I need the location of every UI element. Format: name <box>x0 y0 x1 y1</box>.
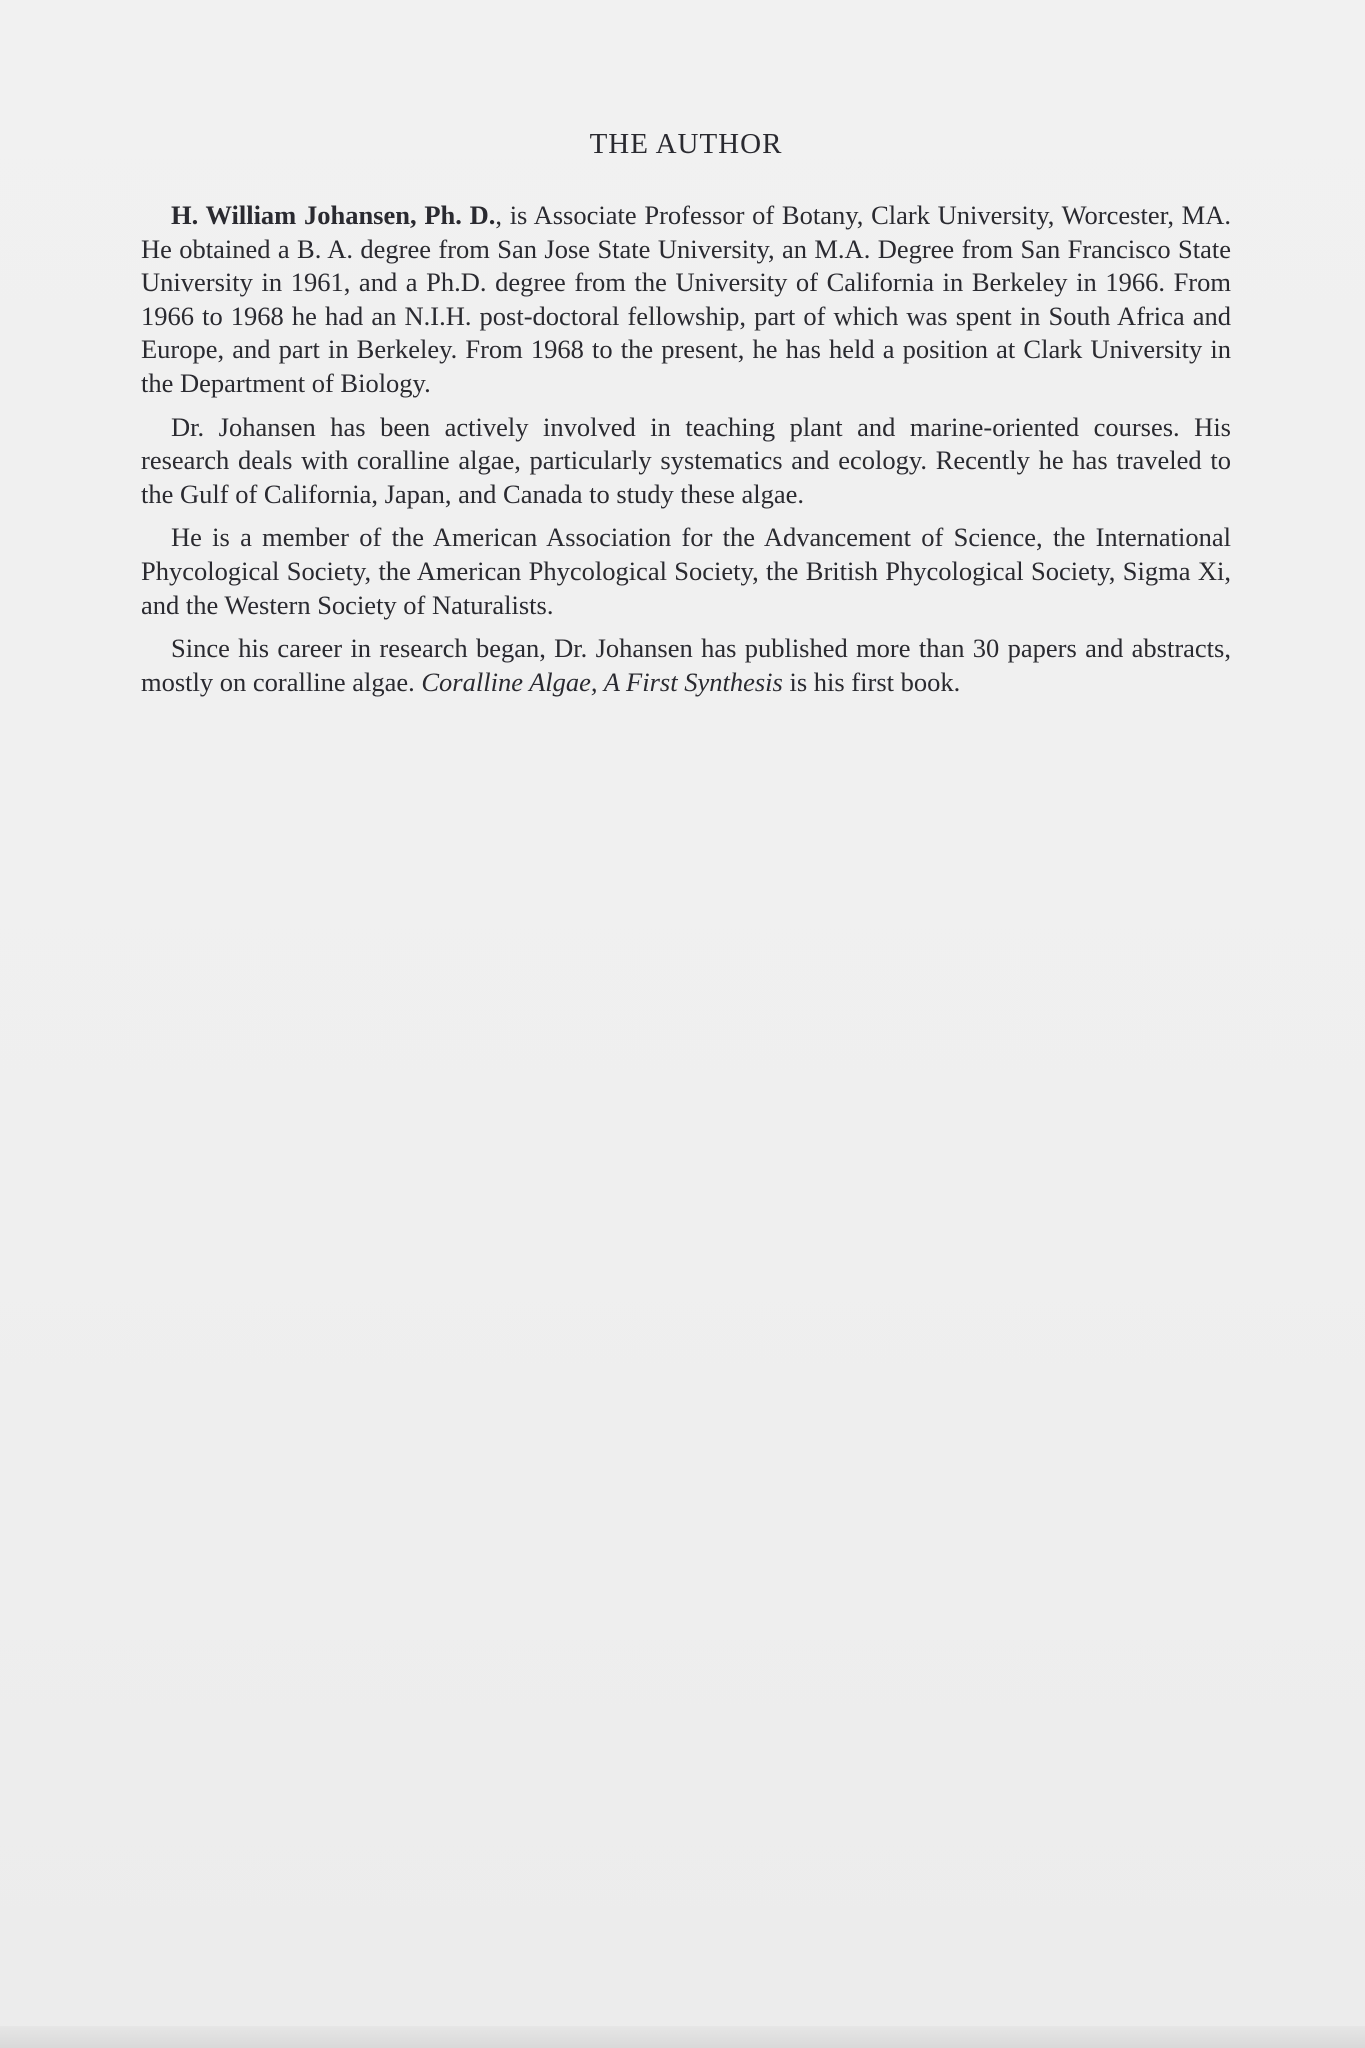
paragraph-research: Dr. Johansen has been actively involved in teaching plant and marine-oriented courses. His research deals with coralline algae, particularly systematics and ecology. Recently he has traveled to the Gulf of California, Japan, and Canada to study these algae. <box>141 411 1231 509</box>
page-title: THE AUTHOR <box>589 128 783 160</box>
paragraph-memberships: He is a member of the American Association for the Advancement of Science, the International Phycological Society, the American Phycological Society, the British Phycological Society, Sigma Xi, and the Western Society of Naturalists. <box>141 522 1231 620</box>
author-section <box>141 128 1231 709</box>
publications-text-end: is his first book. <box>782 666 961 697</box>
book-title: Coralline Algae, A First Synthesis <box>421 666 783 697</box>
paragraph-biography <box>141 199 1231 401</box>
paragraph-publications <box>141 632 1231 699</box>
paragraph-biography-text: , is Associate Professor of Botany, Clark University, Worcester, MA. He obtained a B. A. degree from San Jose State University, an M.A. Degree from San Francisco State University in 1961, and a Ph.D. degree from the University of California in Berkeley in 1966. From 1966 to 1968 he had an N.I.H. post-doctoral fellowship, part of which was spent in South Africa and Europe, and part in Berkeley. From 1968 to the present, he has held a position at Clark University in the Department of Biology. <box>141 200 1231 398</box>
publications-text: Since his career in research began, Dr. Johansen has published more than 30 papers and abstracts, mostly on coralline algae. <box>141 633 1231 697</box>
author-name: H. William Johansen, Ph. D. <box>171 200 496 230</box>
page-bottom-edge <box>0 2026 1365 2048</box>
